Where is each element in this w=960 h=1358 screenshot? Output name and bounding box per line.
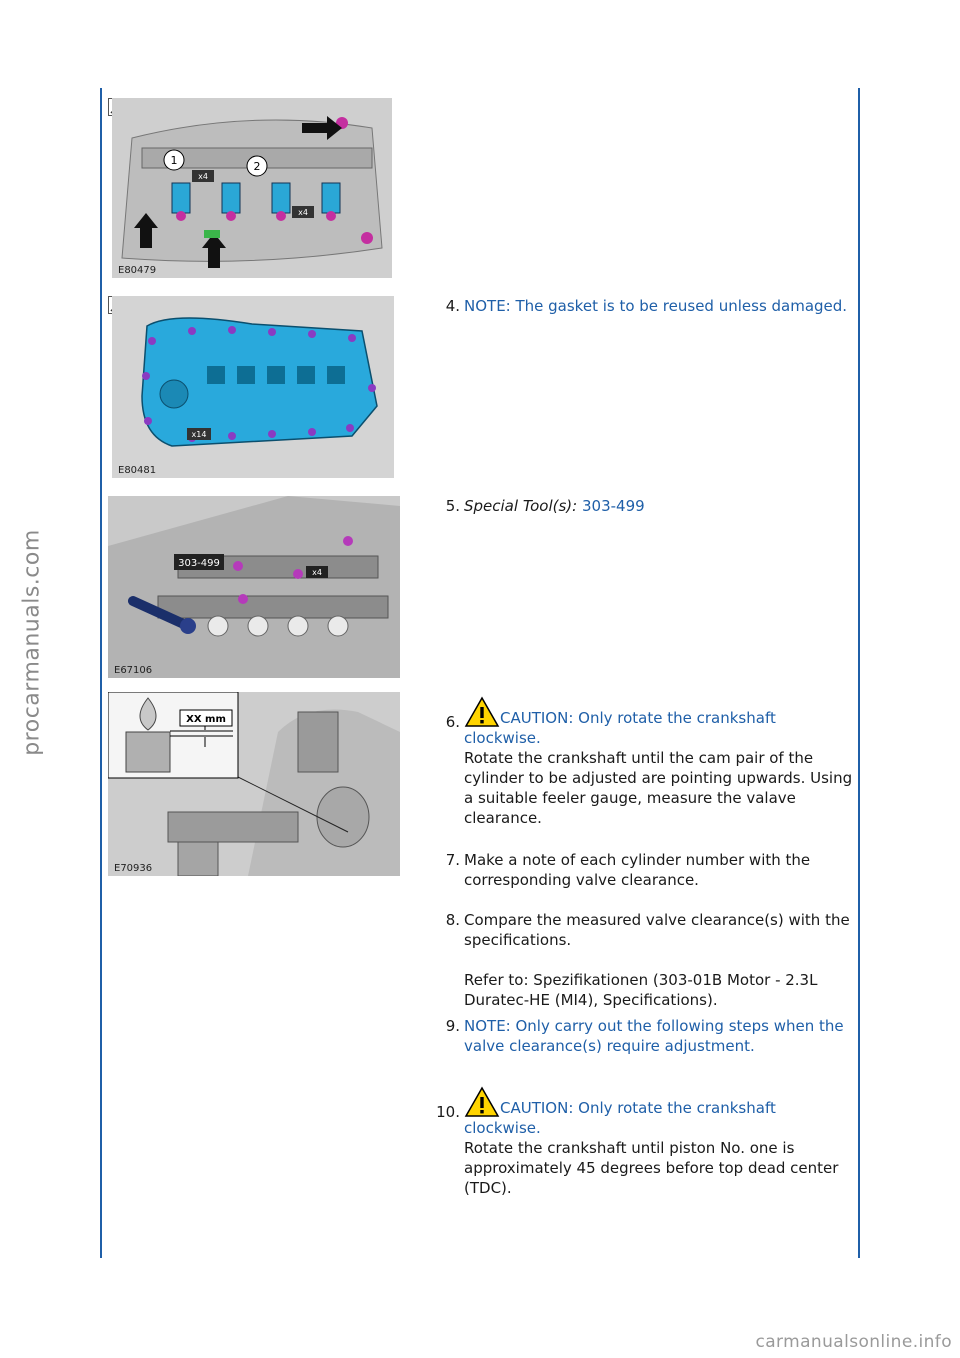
step-text: Compare the measured valve clearance(s) with the specifications.: [464, 911, 850, 949]
figure-camshaft-tool: [108, 496, 400, 678]
step-number: 7.: [445, 851, 460, 869]
step-number: 8.: [445, 911, 460, 929]
step-number: 9.: [445, 1017, 460, 1035]
figure-code: E80481: [118, 465, 157, 476]
warning-icon: [464, 1086, 500, 1118]
step-text: Rotate the crankshaft until the cam pair of the cylinder to be adjusted are pointing upwards. Using a suitable feeler gauge, measure the valave clearance.: [464, 749, 853, 827]
callout-1: 1: [170, 154, 178, 167]
figure-engine-coils: [112, 98, 392, 278]
figure-valve-clearance: [108, 692, 400, 876]
step-note: NOTE: Only carry out the following steps when the valve clearance(s) require adjustment.: [464, 1017, 844, 1055]
special-tool-link[interactable]: 303-499: [582, 497, 645, 515]
footer-watermark: carmanualsonline.info: [755, 1332, 952, 1352]
step-number: 5.: [445, 497, 460, 515]
side-watermark: procarmanuals.com: [19, 529, 45, 756]
tool-label: 303-499: [178, 558, 220, 569]
figure-valve-cover: [112, 296, 394, 478]
right-rule: [858, 88, 860, 1258]
step-number: 10.: [436, 1103, 460, 1121]
inset-label: XX mm: [186, 714, 226, 725]
caution-text: CAUTION: Only rotate the crankshaft clockwise.: [464, 709, 776, 747]
tag-x14: x14: [191, 430, 207, 439]
step-text: Rotate the crankshaft until piston No. one is approximately 45 degrees before top dead center (TDC).: [464, 1139, 839, 1197]
left-rule: [100, 88, 102, 1258]
step-number: 6.: [445, 713, 460, 731]
caution-text: CAUTION: Only rotate the crankshaft clockwise.: [464, 1099, 776, 1137]
step-text: Make a note of each cylinder number with the corresponding valve clearance.: [464, 851, 811, 889]
tag-x4: x4: [298, 208, 308, 217]
figure-code: E67106: [114, 665, 153, 676]
tag-x4: x4: [312, 568, 322, 577]
figure-code: E80479: [118, 265, 157, 276]
warning-icon: [464, 696, 500, 728]
step-note: NOTE: The gasket is to be reused unless damaged.: [464, 297, 848, 315]
tag-x4: x4: [198, 172, 208, 181]
callout-2: 2: [253, 160, 261, 173]
special-tool-label: Special Tool(s):: [464, 497, 578, 515]
figure-code: E70936: [114, 863, 153, 874]
reference-text: Refer to: Spezifikationen (303-01B Motor - 2.3L Duratec-HE (MI4), Specifications).: [464, 971, 818, 1009]
step-number: 4.: [445, 297, 460, 315]
